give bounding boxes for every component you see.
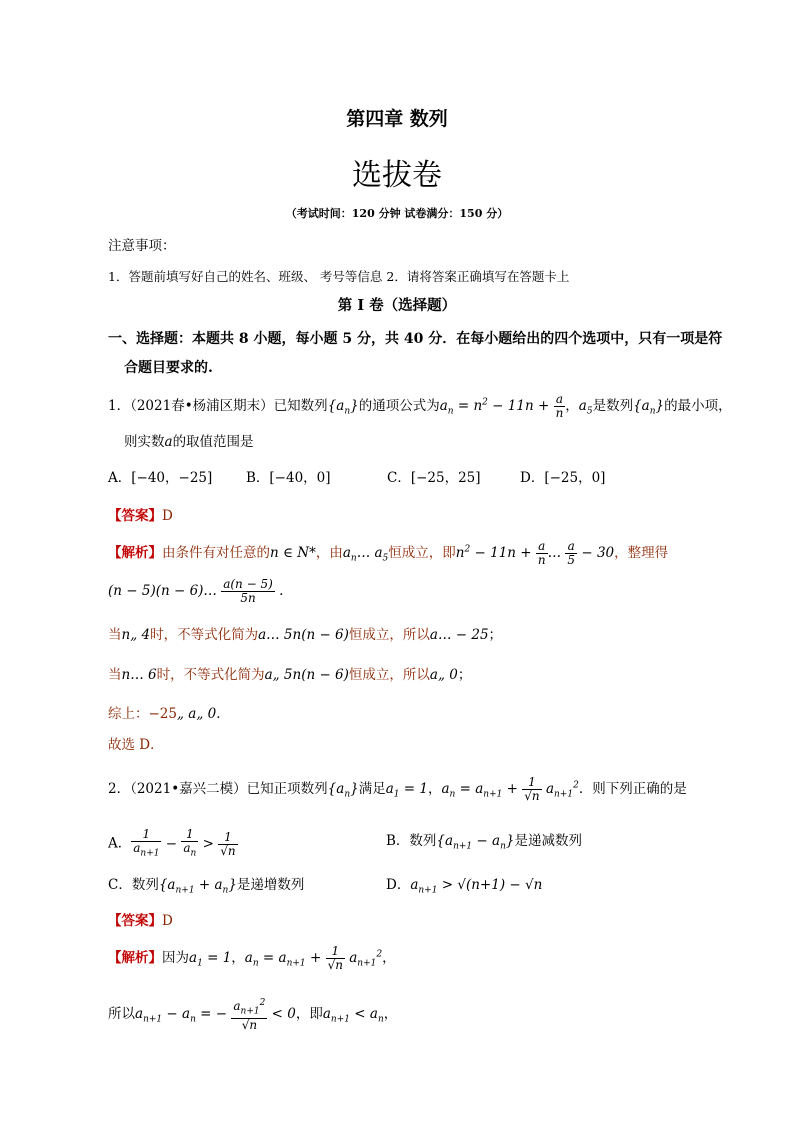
q1-choose: 故选 D．	[108, 737, 164, 753]
q2-a1: $a_1 = 1$	[385, 781, 428, 800]
q1-math-n6: n… 6	[121, 667, 157, 683]
q1-analysis-1b: ，由	[315, 545, 343, 561]
q1-mid3: 是数列	[592, 398, 634, 414]
q1-math-ineq2: $n^2 - 11n$ + $\frac{a}{n}$ … $\frac{a}{5}$ − 30	[455, 539, 615, 567]
q2-analysis-2a: 所以	[108, 1006, 135, 1023]
q1-analysis-label: 【解析】	[108, 545, 162, 561]
q2-option-b: B．数列$\{a_{n+1} - a_n\}$是递减数列	[386, 833, 582, 852]
q1-mid1: 的通项公式为	[358, 398, 440, 414]
q2-analysis-1a: 因为	[162, 950, 189, 966]
paper-title: 选拔卷	[352, 158, 442, 193]
q1-analysis-1c: 恒成立，即	[388, 545, 456, 561]
q1-math-a5n6: a„ 5n(n − 6)	[264, 667, 349, 683]
q2-option-c-end: 是递增数列	[236, 877, 305, 893]
q1-analysis-4b: 时，不等式化简为	[156, 667, 265, 683]
q1-line2-end: 的取值范围是	[172, 434, 254, 450]
section-instruction-2: 合题目要求的.	[124, 360, 213, 376]
q1-stem-line2	[124, 430, 254, 450]
q1-analysis-1d: ，整理得	[614, 545, 669, 561]
q2-answer-label: 【答案】	[108, 913, 162, 929]
q2-option-c-text: C．数列	[108, 877, 159, 893]
q1-math-n4: n„ 4	[121, 627, 151, 643]
q1-math-ineq: $a_n\dots$ $a_5$	[342, 545, 389, 564]
q2-analysis-line1: 【解析】因为$a_1 = 1$，$a_n = a_{n+1}$ + $\frac{1}{√n}$ $a_{n+1}^2$，	[108, 944, 396, 972]
section-instruction-1: 一、选择题：本题共 8 小题，每小题 5 分，共 40 分．在每小题给出的四个选项中，只有一项是符	[108, 331, 723, 347]
q1-option-c: C．[−25，25]	[387, 470, 481, 486]
q1-option-a: A．[−40，−25]	[108, 470, 213, 486]
q1-summary-text: 综上：−25	[108, 706, 177, 722]
q1-analysis-line1	[108, 540, 668, 567]
q1-line2: 则实数	[124, 434, 165, 450]
q1-analysis-4a: 当	[108, 667, 122, 683]
q1-math-a25: a… − 25	[429, 627, 489, 643]
notice-line: 1．答题前填写好自己的姓名、班级、 考号等信息 2．请将答案正确填写在答题卡上	[108, 269, 570, 284]
notice-heading: 注意事项：	[108, 238, 176, 254]
q1-math-n: n ∈ N*	[270, 545, 316, 561]
q2-analysis-2b: ，即	[295, 1006, 323, 1023]
q1-analysis-1a: 由条件有对任意的	[162, 545, 270, 561]
q1-var: a	[164, 434, 173, 450]
q2-rec: $a_n = a_{n+1}$ + $\frac{1}{√n}$ $a_{n+1}^2$	[441, 775, 579, 803]
q1-analysis-line4: 当n… 6时，不等式化简为a„ 5n(n − 6)恒成立，所以a„ 0；	[108, 667, 472, 683]
q1-analysis-3b: 时，不等式化简为	[150, 627, 259, 643]
q1-prefix: 1．（2021春•杨浦区期末）已知数列	[108, 398, 328, 414]
q1-seq: $\{a_n\}$	[327, 398, 359, 417]
q2-seq: $\{a_n\}$	[327, 781, 359, 800]
q1-formula: $a_n = n^2 - 11n$ + $\frac{a}{n}$	[439, 392, 564, 420]
q2-end: ．则下列正确的是	[578, 781, 687, 797]
q2-stem	[108, 776, 687, 803]
exam-info: （考试时间：120 分钟 试卷满分：150 分）	[285, 207, 509, 220]
q1-analysis-line2	[108, 578, 283, 605]
q2-analysis-line2: 所以$a_{n+1} - a_n$ = − $\frac{a_{n+1}^2}{√n}$ < 0，即$a_{n+1} < a_n$，	[108, 998, 398, 1033]
q1-option-b: B．[−40，0]	[246, 470, 331, 486]
q1-math-a0: a„ 0	[429, 667, 458, 683]
q1-answer-label: 【答案】	[108, 508, 162, 524]
q2-option-d: D．$a_{n+1} > √(n+1) - √n$	[386, 877, 543, 896]
q1-summary: 综上：−25„ a„ 0．	[108, 706, 230, 722]
q1-analysis-3a: 当	[108, 627, 122, 643]
q1-analysis-3c: 恒成立，所以	[348, 627, 430, 643]
q2-option-c: C．数列$\{a_{n+1} + a_n\}$是递增数列	[108, 877, 305, 896]
q1-analysis-line3: 当n„ 4时，不等式化简为a… 5n(n − 6)恒成立，所以a… − 25；	[108, 627, 503, 643]
q2-option-b-text: B．数列	[386, 833, 437, 849]
q2-answer	[108, 909, 173, 929]
q2-answer-value: D	[162, 913, 173, 929]
chapter-title: 第四章 数列	[346, 108, 448, 130]
q1-math-factor: (n − 5)(n − 6)… $\frac{a(n - 5)}{5n}$ .	[108, 577, 284, 605]
q2-mid2: ，	[427, 781, 442, 797]
q1-stem-line1	[108, 393, 732, 420]
q1-mid2: ，	[565, 398, 579, 414]
q2-mid1: 满足	[358, 781, 386, 797]
q1-mid4: 的最小项，	[664, 398, 732, 414]
q1-option-d: D．[−25，0]	[520, 470, 606, 486]
q1-seq2: $\{a_n\}$	[633, 398, 665, 417]
q1-math-a5n: a… 5n(n − 6)	[258, 627, 349, 643]
q1-analysis-4c: 恒成立，所以	[348, 667, 430, 683]
q2-analysis-label: 【解析】	[108, 950, 162, 966]
q1-answer	[108, 504, 173, 524]
q1-a5: $a_5$	[578, 398, 593, 417]
q1-summary-math: „ a„ 0	[177, 706, 217, 722]
q1-answer-value: D	[162, 508, 173, 524]
section-title: 第 I 卷（选择题）	[337, 297, 457, 314]
q2-prefix: 2．（2021•嘉兴二模）已知正项数列	[108, 781, 328, 797]
q2-option-b-end: 是递减数列	[514, 833, 582, 849]
q2-option-a: A． $\frac{1}{a_{n+1}}$ − $\frac{1}{a_n}$ > $\frac{1}{√n}$	[108, 827, 236, 859]
